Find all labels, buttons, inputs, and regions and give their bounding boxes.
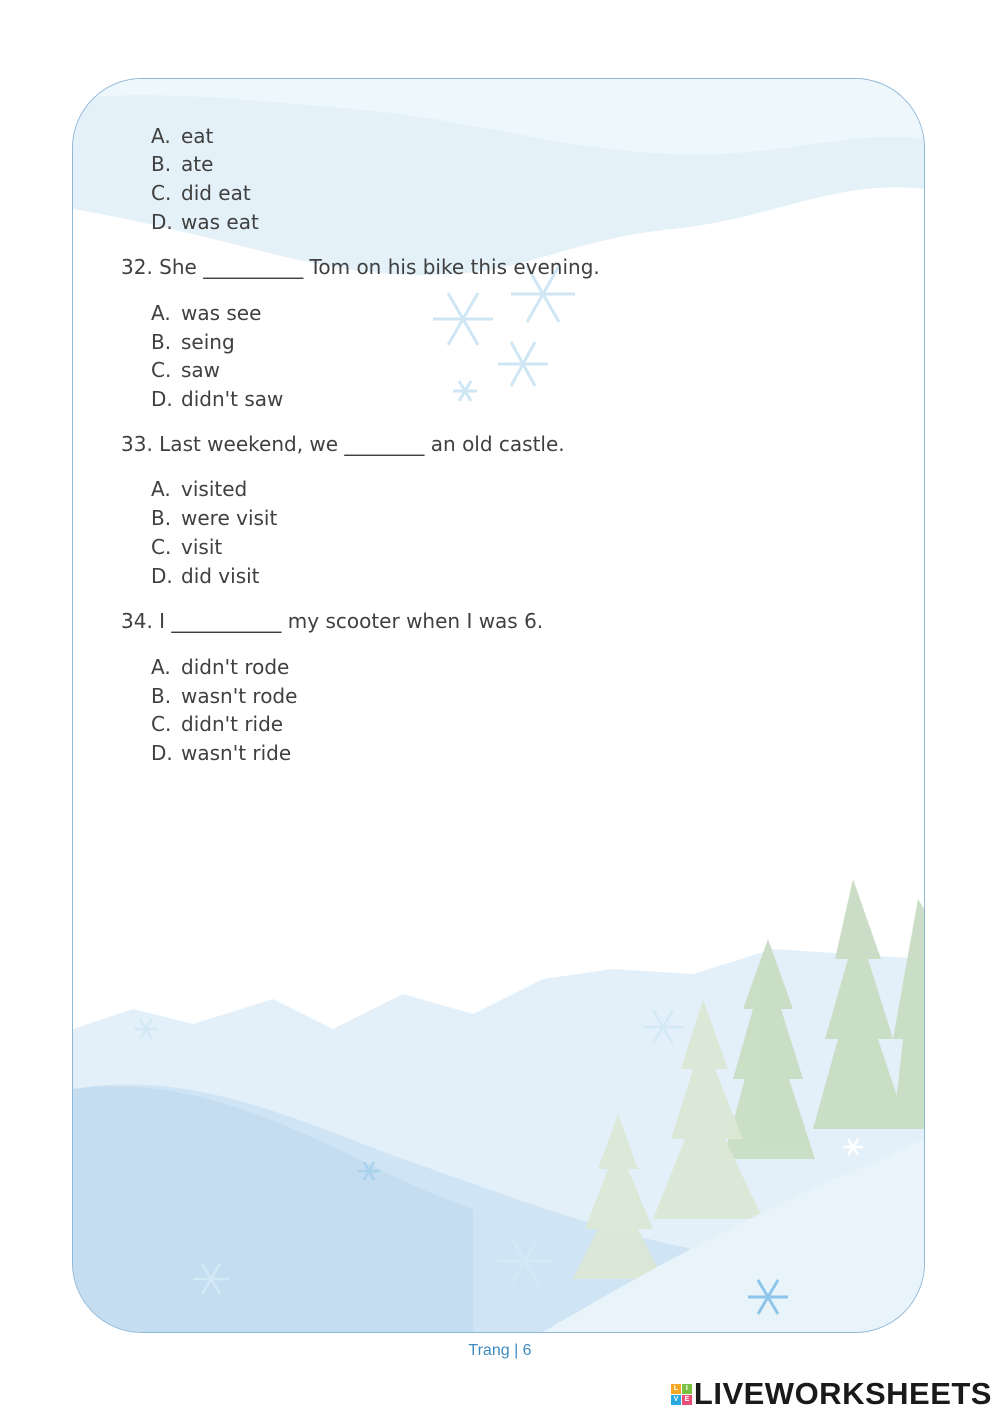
snowflake-cluster-icon [433, 266, 575, 401]
option-a[interactable]: A. eat [151, 124, 214, 148]
option-b[interactable]: B. ate [151, 152, 214, 176]
option-b[interactable]: B. were visit [151, 506, 278, 530]
option-d[interactable]: D. wasn't ride [151, 741, 292, 765]
option-c[interactable]: C. visit [151, 535, 223, 559]
option-d[interactable]: D. did visit [151, 564, 260, 588]
option-a[interactable]: A. visited [151, 477, 248, 501]
option-d[interactable]: D. was eat [151, 210, 259, 234]
liveworksheets-logo-icon: L I V E [671, 1384, 692, 1405]
option-d[interactable]: D. didn't saw [151, 387, 284, 411]
option-b[interactable]: B. wasn't rode [151, 684, 298, 708]
option-a[interactable]: A. didn't rode [151, 655, 290, 679]
brand-name: LIVEWORKSHEETS [693, 1376, 992, 1411]
option-a[interactable]: A. was see [151, 301, 262, 325]
page-number: Trang | 6 [468, 1342, 532, 1359]
option-c[interactable]: C. didn't ride [151, 712, 284, 736]
option-c[interactable]: C. did eat [151, 181, 251, 205]
option-c[interactable]: C. saw [151, 358, 221, 382]
question-34: 34. I ___________ my scooter when I was 6. [121, 609, 544, 633]
liveworksheets-brand[interactable] [671, 1376, 992, 1412]
question-33: 33. Last weekend, we ________ an old castle. [121, 432, 565, 456]
question-32: 32. She __________ Tom on his bike this evening. [121, 255, 600, 279]
option-b[interactable]: B. seing [151, 330, 235, 354]
